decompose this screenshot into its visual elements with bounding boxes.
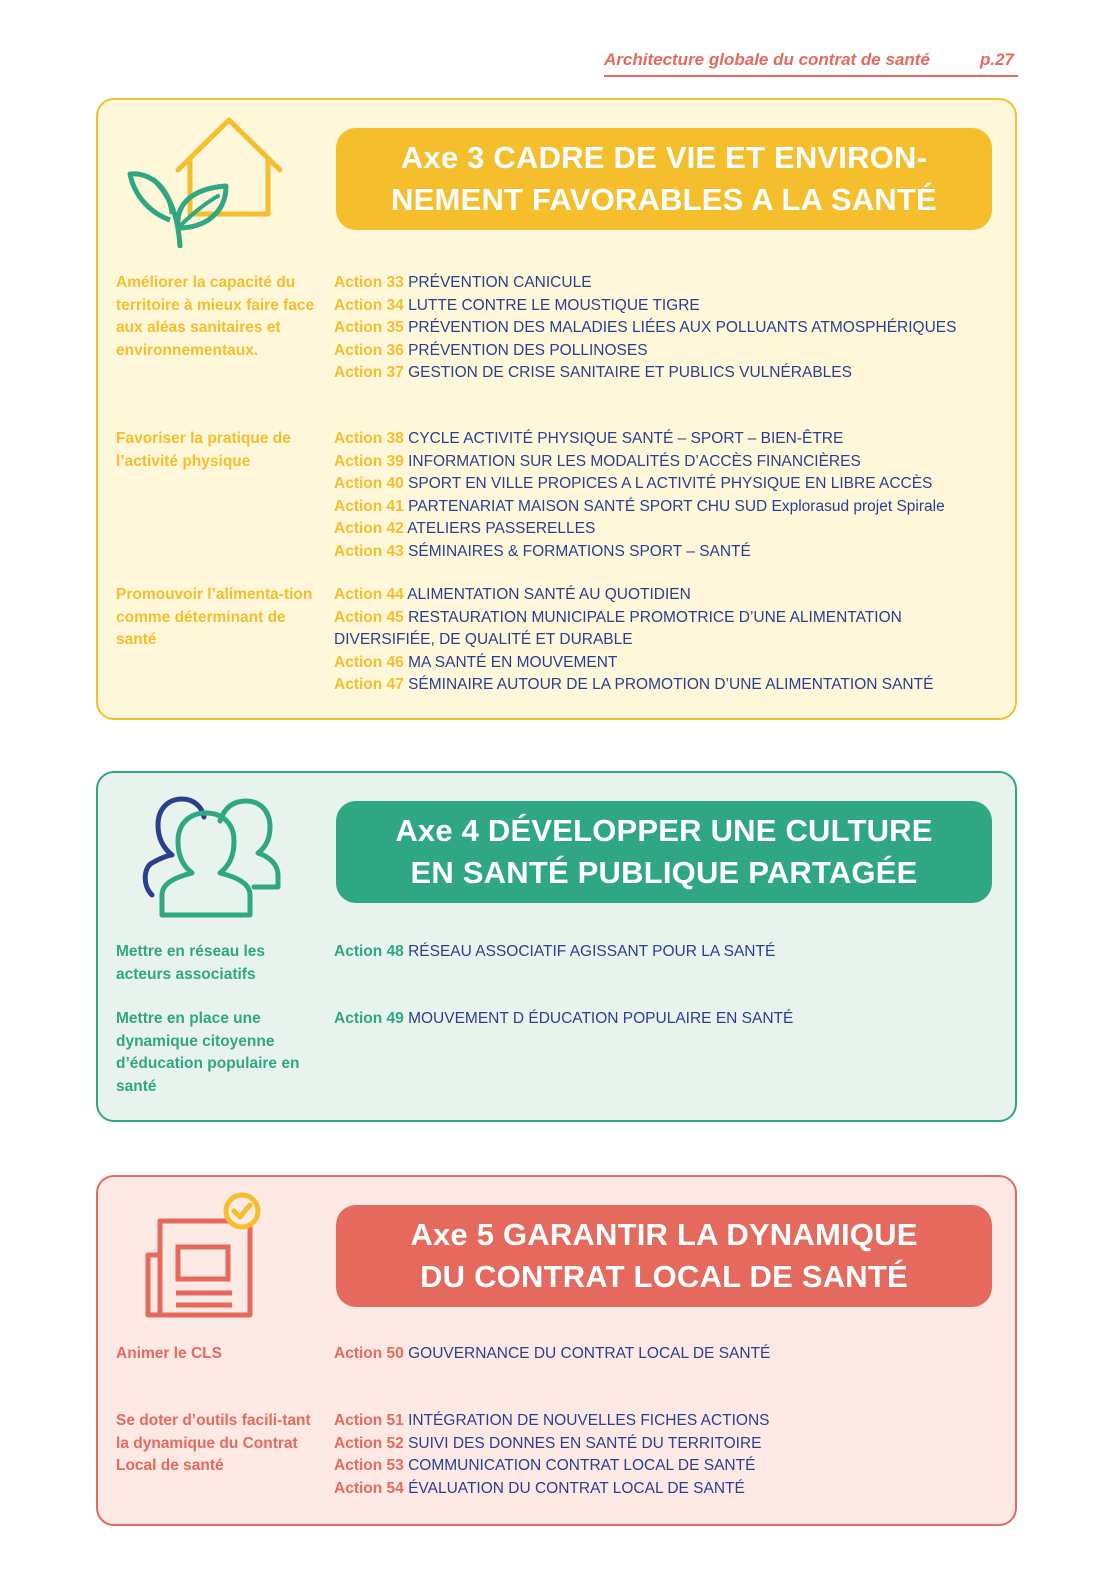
action-item: Action 44 ALIMENTATION SANTÉ AU QUOTIDIEN (334, 586, 691, 603)
action-list (334, 428, 1004, 564)
page-header (604, 50, 1018, 77)
action-item: Action 54 ÉVALUATION DU CONTRAT LOCAL DE SANTÉ (334, 1479, 745, 1497)
axe3-title-line1: Axe 3 CADRE DE VIE ET ENVIRON- (400, 140, 928, 175)
action-list (334, 1343, 1004, 1366)
objective-label: Promouvoir l’alimenta-tion comme déterminant de santé (116, 586, 313, 649)
action-item: Action 51 INTÉGRATION DE NOUVELLES FICHES ACTIONS (334, 1412, 770, 1429)
axe4-title-line1: Axe 4 DÉVELOPPER UNE CULTURE (395, 813, 933, 848)
action-item: Action 43 SÉMINAIRES & FORMATIONS SPORT – SANTÉ (334, 542, 751, 560)
axe3-banner (336, 128, 992, 230)
action-list (334, 272, 1004, 385)
action-item: Action 48 RÉSEAU ASSOCIATIF AGISSANT POUR LA SANTÉ (334, 943, 776, 960)
people-icon (122, 795, 282, 923)
newspaper-check-icon (138, 1189, 268, 1319)
axe3-title-line2: NEMENT FAVORABLES A LA SANTÉ (391, 182, 937, 217)
section-title: Architecture globale du contrat de santé (604, 50, 930, 69)
objective-label: Favoriser la pratique de l’activité physique (116, 430, 291, 470)
action-item: Action 45 RESTAURATION MUNICIPALE PROMOTRICE D’UNE ALIMENTATION DIVERSIFIÉE, DE QUALITÉ ET DURABLE (334, 608, 902, 649)
action-list (334, 1008, 1004, 1031)
objective-label: Mettre en réseau les acteurs associatifs (116, 943, 266, 983)
action-item: Action 39 INFORMATION SUR LES MODALITÉS D’ACCÈS FINANCIÈRES (334, 452, 861, 470)
axe5-title-line2: DU CONTRAT LOCAL DE SANTÉ (420, 1259, 908, 1294)
action-item: Action 52 SUIVI DES DONNES EN SANTÉ DU TERRITOIRE (334, 1434, 762, 1452)
action-item: Action 37 GESTION DE CRISE SANITAIRE ET PUBLICS VULNÉRABLES (334, 364, 852, 382)
axe5-title-line1: Axe 5 GARANTIR LA DYNAMIQUE (410, 1217, 918, 1252)
action-item: Action 49 MOUVEMENT D ÉDUCATION POPULAIRE EN SANTÉ (334, 1010, 794, 1027)
action-item: Action 40 SPORT EN VILLE PROPICES A L ACTIVITÉ PHYSIQUE EN LIBRE ACCÈS (334, 475, 933, 493)
action-item: Action 34 LUTTE CONTRE LE MOUSTIQUE TIGRE (334, 296, 700, 314)
objective-label: Animer le CLS (116, 1345, 222, 1362)
action-list (334, 941, 1004, 964)
axe3-card (96, 98, 1017, 720)
objective-label: Se doter d’outils facili-tant la dynamique du Contrat Local de santé (116, 1412, 311, 1475)
page-number: p.27 (979, 50, 1014, 69)
objective-label: Améliorer la capacité du territoire à mieux faire face aux aléas sanitaires et environnementaux. (116, 274, 315, 359)
action-item: Action 35 PRÉVENTION DES MALADIES LIÉES AUX POLLUANTS ATMOSPHÉRIQUES (334, 319, 957, 337)
action-item: Action 41 PARTENARIAT MAISON SANTÉ SPORT CHU SUD Explorasud projet Spirale (334, 497, 945, 515)
action-item: Action 46 MA SANTÉ EN MOUVEMENT (334, 653, 618, 671)
action-item: Action 47 SÉMINAIRE AUTOUR DE LA PROMOTION D’UNE ALIMENTATION SANTÉ (334, 676, 934, 694)
action-item: Action 53 COMMUNICATION CONTRAT LOCAL DE SANTÉ (334, 1457, 756, 1475)
axe4-title-line2: EN SANTÉ PUBLIQUE PARTAGÉE (410, 855, 918, 890)
axe4-banner (336, 801, 992, 903)
axe4-card (96, 771, 1017, 1122)
action-item: Action 38 CYCLE ACTIVITÉ PHYSIQUE SANTÉ – SPORT – BIEN-ÊTRE (334, 430, 844, 447)
objective-label: Mettre en place une dynamique citoyenne d’éducation populaire en santé (116, 1010, 300, 1095)
action-list (334, 1410, 1004, 1500)
action-item: Action 33 PRÉVENTION CANICULE (334, 274, 592, 291)
action-list (334, 584, 1004, 697)
axe5-card (96, 1175, 1017, 1526)
action-item: Action 42 ATELIERS PASSERELLES (334, 520, 596, 538)
action-item: Action 36 PRÉVENTION DES POLLINOSES (334, 341, 648, 359)
house-leaf-icon (122, 108, 282, 248)
axe5-banner (336, 1205, 992, 1307)
action-item: Action 50 GOUVERNANCE DU CONTRAT LOCAL DE SANTÉ (334, 1345, 771, 1362)
